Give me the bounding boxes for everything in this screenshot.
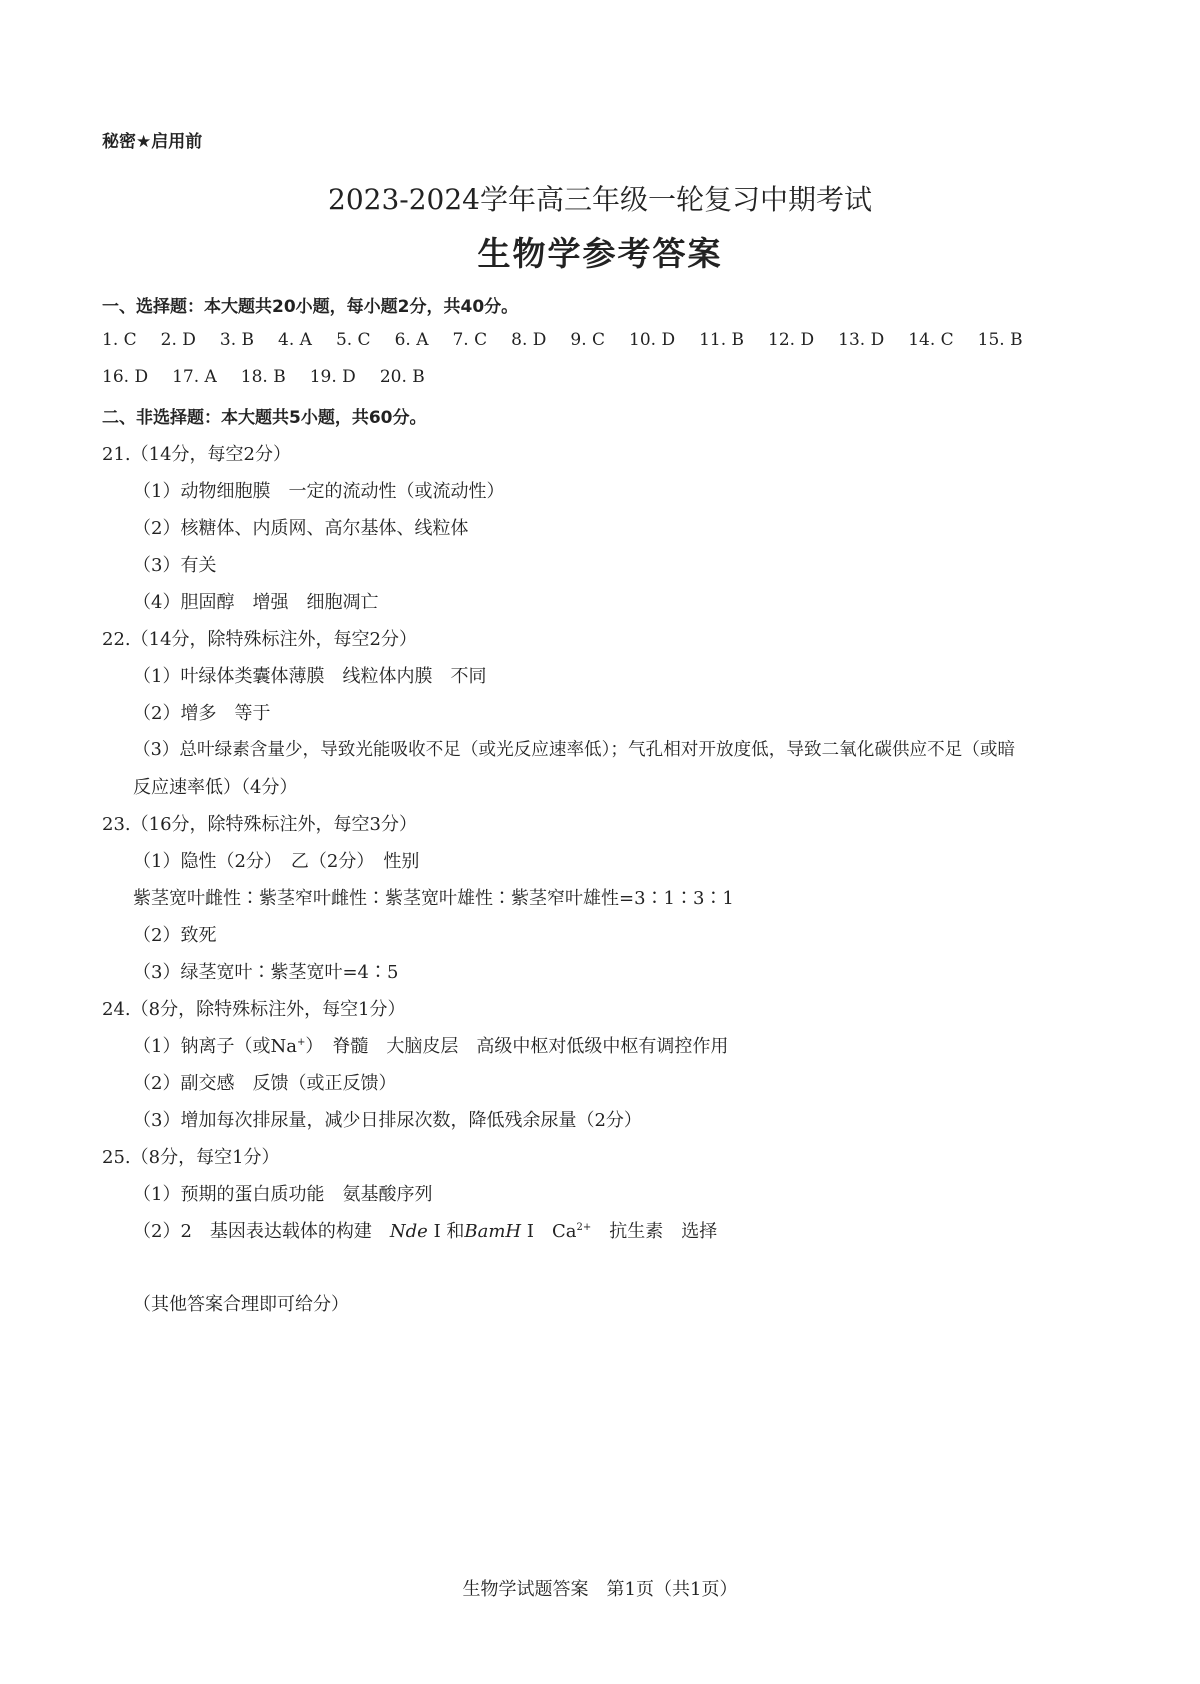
q22-answer-3: （3）总叶绿素含量少，导致光能吸收不足（或光反应速率低）；气孔相对开放度低，导致二氧化碳供应不足（或暗 — [133, 740, 1016, 760]
q24-answer-2: （2）副交感 反馈（或正反馈） — [133, 1073, 397, 1094]
mc-answer: 8. D — [511, 330, 547, 350]
q22-heading: 22.（14分，除特殊标注外，每空2分） — [102, 629, 417, 650]
mc-answer: 7. C — [452, 330, 488, 350]
q24-answer-1 — [133, 1032, 728, 1058]
q24-answer-1-text: （1）钠离子（或Na — [133, 1036, 297, 1057]
mc-answer: 20. B — [379, 367, 425, 387]
mc-answer: 19. D — [309, 367, 356, 387]
grading-note: （其他答案合理即可给分） — [133, 1294, 349, 1315]
q21-answer-3: （3）有关 — [133, 555, 217, 576]
q22-answer-2: （2）增多 等于 — [133, 703, 271, 724]
mc-answer: 11. B — [699, 330, 745, 350]
confidential-label: 秘密★启用前 — [102, 132, 203, 152]
mc-answer: 5. C — [335, 330, 371, 350]
q25-answer-2-text: （2）2 基因表达载体的构建 — [133, 1221, 390, 1242]
mc-answer: 13. D — [838, 330, 885, 350]
q25-heading: 25.（8分，每空1分） — [102, 1147, 280, 1168]
mc-answers-row2 — [102, 367, 449, 387]
q24-answer-3: （3）增加每次排尿量，减少日排尿次数，降低残余尿量（2分） — [133, 1110, 642, 1131]
ion-charge-superscript: 2+ — [576, 1222, 592, 1233]
mc-answer: 2. D — [160, 330, 196, 350]
q25-answer-2-rest: 抗生素 选择 — [591, 1221, 718, 1242]
q22-answer-1: （1）叶绿体类囊体薄膜 线粒体内膜 不同 — [133, 666, 487, 687]
q24-answer-1-rest: ） 脊髓 大脑皮层 高级中枢对低级中枢有调控作用 — [305, 1036, 729, 1057]
mc-answer: 1. C — [102, 330, 137, 350]
mc-answer: 6. A — [394, 330, 429, 350]
enzyme-name-nde: Nde — [389, 1221, 428, 1242]
mc-answer: 10. D — [629, 330, 676, 350]
exam-title: 2023-2024学年高三年级一轮复习中期考试 — [328, 183, 872, 216]
q23-answer-1-ratio: 紫茎宽叶雌性∶紫茎窄叶雌性∶紫茎宽叶雄性∶紫茎窄叶雄性=3∶1∶3∶1 — [133, 888, 734, 909]
mc-answer: 12. D — [768, 330, 815, 350]
q21-heading: 21.（14分，每空2分） — [102, 444, 291, 465]
q21-answer-4: （4）胆固醇 增强 细胞凋亡 — [133, 592, 379, 613]
q25-answer-2-and: I 和 — [427, 1221, 465, 1242]
mc-answer: 9. C — [570, 330, 606, 350]
section1-heading: 一、选择题：本大题共20小题，每小题2分，共40分。 — [102, 297, 519, 317]
q23-answer-3: （3）绿茎宽叶∶紫茎宽叶=4∶5 — [133, 962, 399, 983]
mc-answer: 18. B — [240, 367, 286, 387]
section2-heading: 二、非选择题：本大题共5小题，共60分。 — [102, 408, 427, 428]
q25-answer-1: （1）预期的蛋白质功能 氨基酸序列 — [133, 1184, 433, 1205]
q21-answer-2: （2）核糖体、内质网、高尔基体、线粒体 — [133, 518, 469, 539]
mc-answer: 4. A — [278, 330, 312, 350]
q23-heading: 23.（16分，除特殊标注外，每空3分） — [102, 814, 417, 835]
q23-answer-1: （1）隐性（2分） 乙（2分） 性别 — [133, 851, 420, 872]
q25-answer-2-ca: I Ca — [521, 1221, 577, 1242]
mc-answer: 15. B — [977, 330, 1023, 350]
mc-answer: 16. D — [102, 367, 149, 387]
enzyme-name-bamh: BamH — [464, 1221, 522, 1242]
document-title: 生物学参考答案 — [477, 234, 723, 273]
q24-heading: 24.（8分，除特殊标注外，每空1分） — [102, 999, 406, 1020]
q23-answer-2: （2）致死 — [133, 925, 217, 946]
page-footer: 生物学试题答案 第1页（共1页） — [462, 1579, 738, 1600]
ion-charge-superscript: + — [296, 1037, 306, 1048]
mc-answer: 14. C — [908, 330, 954, 350]
mc-answer: 3. B — [219, 330, 255, 350]
mc-answer: 17. A — [172, 367, 217, 387]
q21-answer-1: （1）动物细胞膜 一定的流动性（或流动性） — [133, 481, 505, 502]
q22-answer-3-continued: 反应速率低）（4分） — [133, 777, 298, 798]
q25-answer-2 — [133, 1217, 717, 1243]
mc-answers-row1 — [102, 330, 1047, 350]
